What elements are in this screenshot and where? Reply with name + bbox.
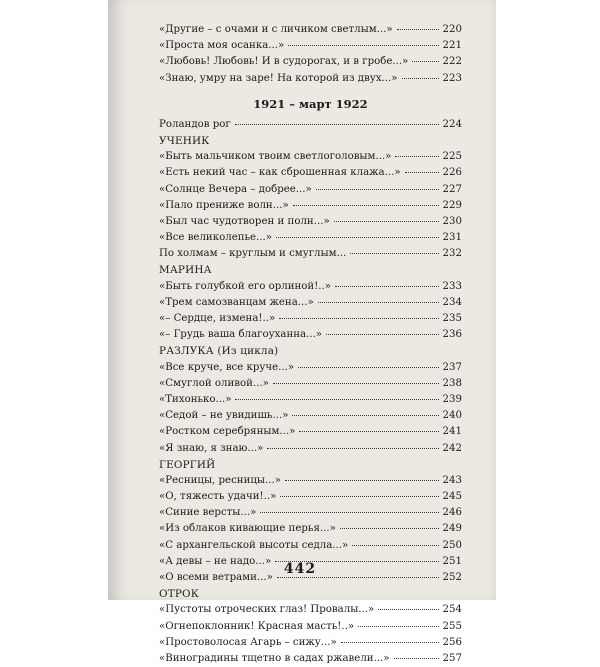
- leader-dots: [378, 609, 439, 610]
- toc-entry-title: «Все великолепье...»: [159, 232, 273, 244]
- toc-entry-title: «Знаю, умру на заре! На которой из двух...»: [159, 72, 398, 84]
- toc-entry-title: «Виноградины тщетно в садах ржавели...»: [159, 652, 390, 664]
- toc-entry-title: «Ростком серебряным...»: [159, 426, 296, 438]
- toc-entry-page: 241: [442, 426, 462, 438]
- leader-dots: [334, 221, 439, 222]
- cycle-heading-otrok: ОТРОК: [159, 588, 200, 601]
- leader-dots: [341, 642, 439, 643]
- toc-entry-title: «Синие версты...»: [159, 507, 257, 519]
- toc-entry: [159, 408, 462, 424]
- toc-entry-page: 243: [442, 474, 462, 486]
- toc-entry-title: «Был час чудотворен и полн...»: [159, 215, 330, 227]
- toc-entry-title: «Седой – не увидишь...»: [159, 410, 289, 422]
- toc-entry: [159, 295, 462, 311]
- leader-dots: [298, 367, 439, 368]
- toc-entry-page: 234: [442, 296, 462, 308]
- toc-entry-title: «Пало прениже волн...»: [159, 199, 289, 211]
- leader-dots: [395, 156, 439, 157]
- leader-dots: [292, 415, 439, 416]
- leader-dots: [326, 334, 439, 335]
- leader-dots: [340, 528, 439, 529]
- toc-entry-page: 254: [442, 604, 462, 616]
- toc-entry-page: 245: [442, 491, 462, 503]
- toc-entry-title: Роландов рог: [159, 118, 231, 130]
- toc-entry-title: «Все круче, все круче...»: [159, 361, 295, 373]
- toc-entry-title: «– Грудь ваша благоуханна...»: [159, 329, 323, 341]
- toc-entry: [159, 602, 462, 618]
- toc-entry-page: 230: [442, 215, 462, 227]
- toc-entry: [159, 635, 462, 651]
- toc-entry-page: 239: [442, 393, 462, 405]
- toc-entry: [159, 22, 462, 38]
- toc-entry-page: 252: [442, 572, 462, 583]
- toc-entry: [159, 71, 462, 87]
- toc-entry: [159, 489, 462, 505]
- toc-entry-title: «Есть некий час – как сброшенная клажа...»: [159, 167, 401, 179]
- toc-entry-title: «Простоволосая Агарь – сижу...»: [159, 636, 337, 648]
- toc-entry-page: 250: [442, 539, 462, 551]
- cycle-heading-georgiy: ГЕОРГИЙ: [159, 458, 216, 471]
- leader-dots: [285, 480, 439, 481]
- toc-entry-title: «Другие – с очами и с личиком светлым...»: [159, 24, 393, 35]
- toc-entry-page: 220: [442, 24, 462, 35]
- toc-entry-title: «Огнепоклонник! Красная масть!..»: [159, 620, 355, 632]
- cycle-heading-uchenik: УЧЕНИК: [159, 134, 210, 147]
- leader-dots: [277, 577, 439, 578]
- leader-dots: [235, 124, 439, 125]
- leader-dots: [288, 45, 439, 46]
- toc-entry-page: 224: [442, 118, 462, 130]
- leader-dots: [412, 61, 439, 62]
- toc-entry: [159, 198, 462, 214]
- toc-entry-page: 223: [442, 72, 462, 84]
- leader-dots: [318, 302, 439, 303]
- toc-entry: [159, 392, 462, 408]
- toc-entry-page: 225: [442, 151, 462, 163]
- toc-entry-title: «О всеми ветрами...»: [159, 572, 273, 583]
- toc-entry-page: 221: [442, 40, 462, 52]
- toc-entry: [159, 651, 462, 667]
- toc-entry-page: 238: [442, 377, 462, 389]
- toc-entry-title: «Тихонько...»: [159, 393, 232, 405]
- toc-entry: [159, 360, 462, 376]
- leader-dots: [405, 172, 439, 173]
- toc-entry-page: 233: [442, 280, 462, 292]
- toc-entry-title: «О, тяжесть удачи!..»: [159, 491, 277, 503]
- toc-entry-title: «Быть мальчиком твоим светлоголовым...»: [159, 151, 392, 163]
- leader-dots: [267, 448, 439, 449]
- toc-entry-page: 256: [442, 636, 462, 648]
- page-number: 442: [283, 561, 317, 577]
- leader-dots: [397, 29, 439, 30]
- leader-dots: [358, 626, 439, 627]
- leader-dots: [235, 399, 439, 400]
- leader-dots: [352, 545, 439, 546]
- toc-entry-page: 246: [442, 507, 462, 519]
- toc-entry-title: «– Сердце, измена!..»: [159, 313, 276, 324]
- toc-entry: [159, 424, 462, 440]
- toc-entry: [159, 230, 462, 246]
- toc-entry-page: 255: [442, 620, 462, 632]
- toc-entry: [159, 38, 462, 54]
- toc-entry-page: 251: [442, 555, 462, 567]
- toc-entry: [159, 441, 462, 457]
- toc-entry: [159, 279, 462, 295]
- toc-entry-page: 229: [442, 199, 462, 211]
- toc-entry-title: «Из облаков кивающие перья...»: [159, 523, 336, 535]
- toc-entry-title: «Трем самозванцам жена...»: [159, 296, 314, 308]
- leader-dots: [293, 205, 439, 206]
- toc-top-group: [159, 22, 462, 87]
- toc-entry-title: «Я знаю, я знаю...»: [159, 442, 264, 454]
- toc-entry-title: «С архангельской высоты седла...»: [159, 539, 349, 551]
- toc-entry-page: 257: [442, 652, 462, 664]
- toc-entry-page: 242: [442, 442, 462, 454]
- toc-entry-title: «Проста моя осанка...»: [159, 40, 285, 52]
- toc-entry: [159, 246, 462, 262]
- toc-entry-title: «Быть голубкой его орлиной!..»: [159, 280, 332, 292]
- leader-dots: [350, 253, 439, 254]
- toc-entry-page: 232: [442, 248, 462, 260]
- toc-entry: [159, 521, 462, 537]
- toc-entry: [159, 473, 462, 489]
- toc-entry-page: 237: [442, 361, 462, 373]
- toc-entry-title: «А девы – не надо...»: [159, 555, 272, 567]
- toc-entry: [159, 327, 462, 343]
- toc-entry-page: 222: [442, 56, 462, 68]
- toc-entry-title: «Любовь! Любовь! И в судорогах, и в гробе...»: [159, 56, 409, 68]
- toc-entry: [159, 505, 462, 521]
- leader-dots: [402, 78, 439, 79]
- toc-entry-page: 240: [442, 410, 462, 422]
- toc-entry-title: «Ресницы, ресницы...»: [159, 474, 281, 486]
- toc-entry: [159, 376, 462, 392]
- toc-entry-title: «Солнце Вечера – добрее...»: [159, 183, 312, 195]
- toc-entry-title: По холмам – круглым и смуглым...: [159, 248, 347, 260]
- toc-entry: [159, 538, 462, 554]
- leader-dots: [260, 512, 439, 513]
- toc-entry-page: 231: [442, 232, 462, 244]
- section-title: 1921 – март 1922: [253, 96, 368, 111]
- cycle-heading-razluka: РАЗЛУКА (Из цикла): [159, 345, 279, 358]
- toc-entry: [159, 311, 462, 327]
- leader-dots: [276, 237, 439, 238]
- toc-entry: [159, 117, 462, 133]
- toc-entry: [159, 165, 462, 181]
- toc-entry-title: «Пустоты отроческих глаз! Провалы...»: [159, 604, 375, 616]
- toc-entry-page: 235: [442, 313, 462, 324]
- cycle-heading-marina: МАРИНА: [159, 264, 212, 277]
- leader-dots: [316, 189, 439, 190]
- toc-entry: [159, 619, 462, 635]
- leader-dots: [335, 286, 439, 287]
- leader-dots: [299, 431, 439, 432]
- leader-dots: [394, 658, 439, 659]
- toc-entry: [159, 214, 462, 230]
- toc-entry-page: 226: [442, 167, 462, 179]
- leader-dots: [280, 496, 439, 497]
- toc-entry-page: 236: [442, 329, 462, 341]
- toc-entry-page: 227: [442, 183, 462, 195]
- leader-dots: [279, 318, 439, 319]
- toc-entry-page: 249: [442, 523, 462, 535]
- toc-entry: [159, 182, 462, 198]
- leader-dots: [273, 383, 439, 384]
- toc-entry: [159, 54, 462, 70]
- toc-entry-title: «Смуглой оливой...»: [159, 377, 269, 389]
- toc-entry: [159, 149, 462, 165]
